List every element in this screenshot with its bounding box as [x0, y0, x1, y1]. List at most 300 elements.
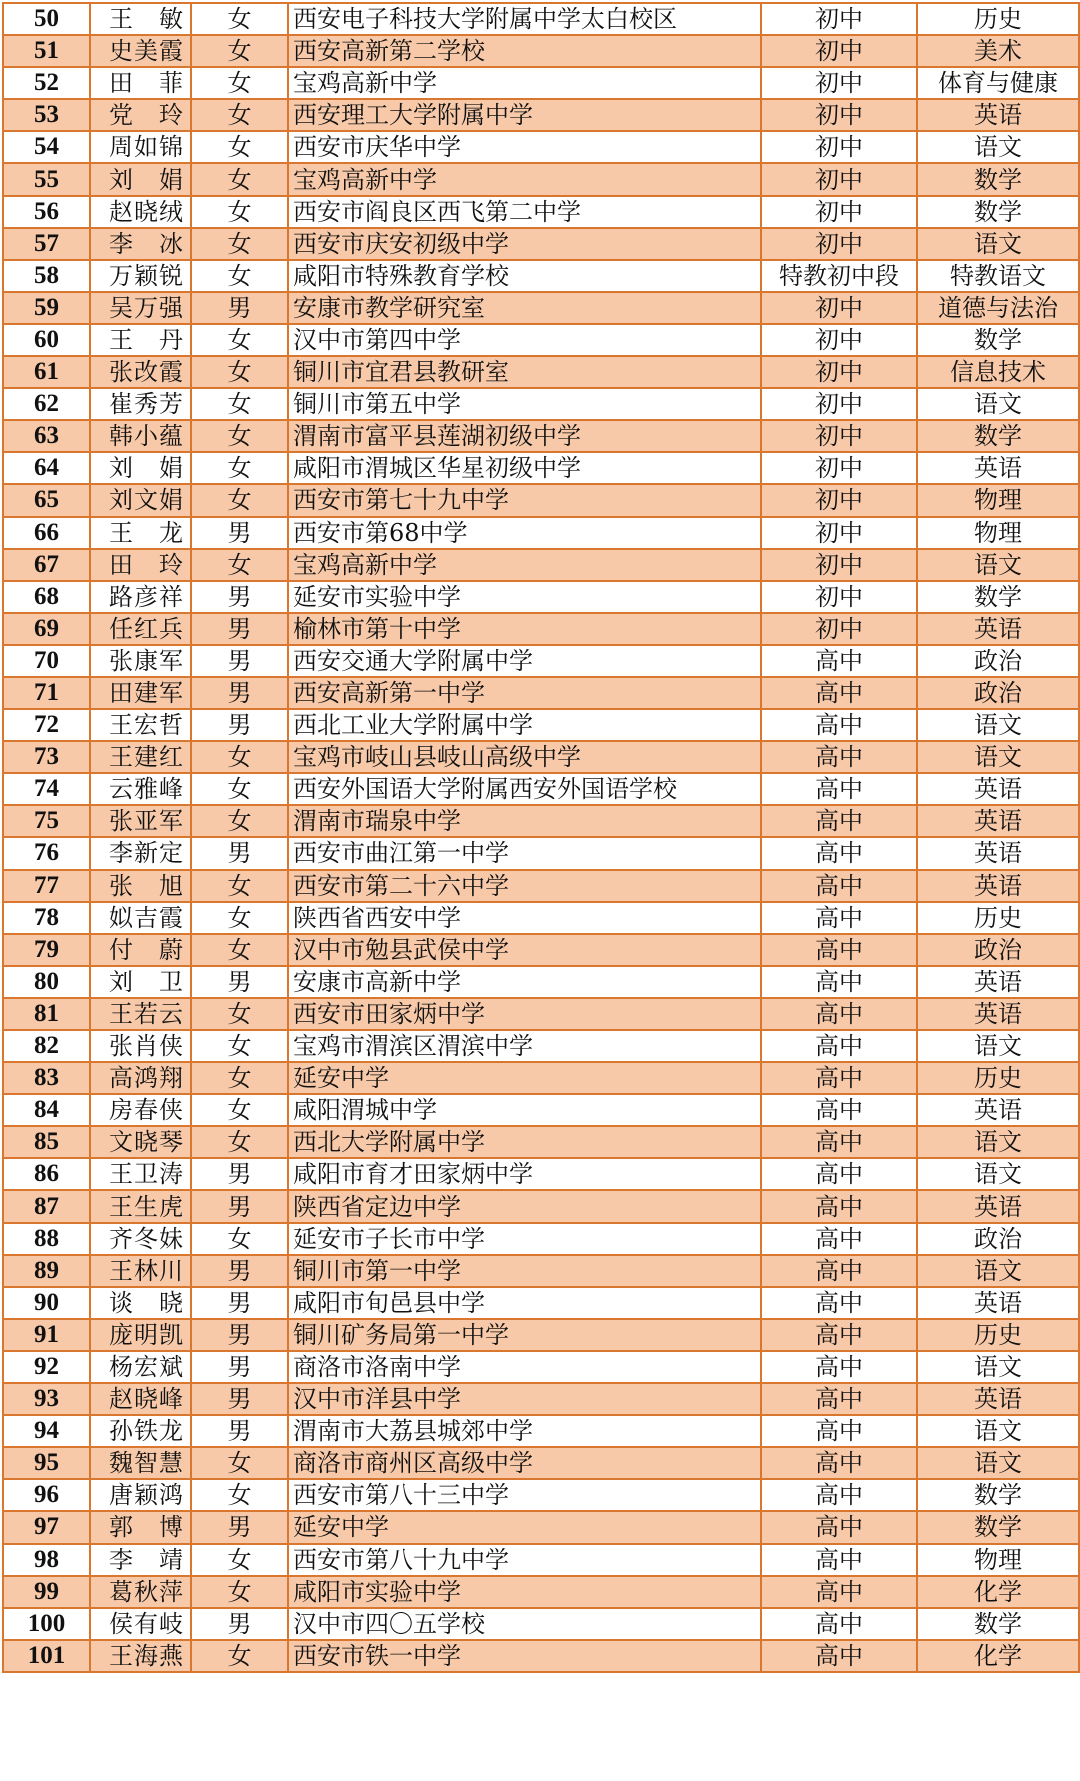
teaching-subject-cell: 特教语文: [917, 260, 1079, 292]
school-name-cell: 延安中学: [288, 1511, 761, 1543]
school-level-cell: 高中: [761, 1383, 917, 1415]
school-level-cell: 高中: [761, 1287, 917, 1319]
school-name-cell: 西安电子科技大学附属中学太白校区: [288, 3, 761, 35]
teacher-gender-cell: 女: [191, 35, 288, 67]
teacher-name-cell: 张亚军: [90, 805, 191, 837]
school-name-cell: 渭南市瑞泉中学: [288, 805, 761, 837]
row-number-cell: 57: [3, 228, 90, 260]
teaching-subject-cell: 语文: [917, 1158, 1079, 1190]
school-level-cell: 高中: [761, 805, 917, 837]
teacher-gender-cell: 女: [191, 805, 288, 837]
teacher-gender-cell: 女: [191, 3, 288, 35]
school-level-cell: 高中: [761, 1511, 917, 1543]
teaching-subject-cell: 英语: [917, 773, 1079, 805]
teacher-name-cell: 周如锦: [90, 131, 191, 163]
table-row: [3, 1640, 1079, 1672]
table-row: [3, 1158, 1079, 1190]
school-name-cell: 西安市田家炳中学: [288, 998, 761, 1030]
teaching-subject-cell: 英语: [917, 99, 1079, 131]
teaching-subject-cell: 信息技术: [917, 356, 1079, 388]
table-row: [3, 870, 1079, 902]
teacher-gender-cell: 女: [191, 163, 288, 195]
school-level-cell: 高中: [761, 1126, 917, 1158]
teacher-gender-cell: 女: [191, 934, 288, 966]
table-row: [3, 1255, 1079, 1287]
table-row: [3, 1190, 1079, 1222]
row-number-cell: 52: [3, 67, 90, 99]
school-name-cell: 咸阳渭城中学: [288, 1094, 761, 1126]
teaching-subject-cell: 物理: [917, 1544, 1079, 1576]
teacher-gender-cell: 女: [191, 1062, 288, 1094]
table-row: [3, 1351, 1079, 1383]
school-name-cell: 延安市子长市中学: [288, 1223, 761, 1255]
teaching-subject-cell: 数学: [917, 163, 1079, 195]
teaching-subject-cell: 语文: [917, 741, 1079, 773]
teacher-gender-cell: 女: [191, 1030, 288, 1062]
table-row: [3, 709, 1079, 741]
school-level-cell: 初中: [761, 3, 917, 35]
teaching-subject-cell: 数学: [917, 581, 1079, 613]
teacher-name-cell: 谈 晓: [90, 1287, 191, 1319]
school-level-cell: 高中: [761, 1255, 917, 1287]
teaching-subject-cell: 语文: [917, 549, 1079, 581]
row-number-cell: 79: [3, 934, 90, 966]
teacher-gender-cell: 男: [191, 581, 288, 613]
teacher-gender-cell: 女: [191, 196, 288, 228]
row-number-cell: 74: [3, 773, 90, 805]
row-number-cell: 68: [3, 581, 90, 613]
table-row: [3, 1544, 1079, 1576]
teaching-subject-cell: 政治: [917, 677, 1079, 709]
teacher-name-cell: 刘 娟: [90, 163, 191, 195]
teacher-gender-cell: 女: [191, 1094, 288, 1126]
school-level-cell: 高中: [761, 1544, 917, 1576]
teaching-subject-cell: 语文: [917, 1351, 1079, 1383]
row-number-cell: 90: [3, 1287, 90, 1319]
teacher-gender-cell: 男: [191, 292, 288, 324]
teacher-gender-cell: 女: [191, 549, 288, 581]
table-row: [3, 741, 1079, 773]
school-level-cell: 高中: [761, 773, 917, 805]
teaching-subject-cell: 英语: [917, 870, 1079, 902]
row-number-cell: 76: [3, 837, 90, 869]
teacher-gender-cell: 女: [191, 1126, 288, 1158]
school-level-cell: 高中: [761, 709, 917, 741]
row-number-cell: 71: [3, 677, 90, 709]
school-name-cell: 铜川市第五中学: [288, 388, 761, 420]
teacher-gender-cell: 女: [191, 228, 288, 260]
teaching-subject-cell: 美术: [917, 35, 1079, 67]
teacher-name-cell: 刘 卫: [90, 966, 191, 998]
teaching-subject-cell: 英语: [917, 1094, 1079, 1126]
teacher-name-cell: 刘 娟: [90, 452, 191, 484]
row-number-cell: 77: [3, 870, 90, 902]
teaching-subject-cell: 英语: [917, 1383, 1079, 1415]
school-name-cell: 汉中市洋县中学: [288, 1383, 761, 1415]
teacher-name-cell: 刘文娟: [90, 484, 191, 516]
school-name-cell: 咸阳市实验中学: [288, 1576, 761, 1608]
teaching-subject-cell: 语文: [917, 1126, 1079, 1158]
table-row: [3, 902, 1079, 934]
teaching-subject-cell: 历史: [917, 1319, 1079, 1351]
school-level-cell: 高中: [761, 870, 917, 902]
teacher-gender-cell: 女: [191, 1576, 288, 1608]
teacher-name-cell: 房春侠: [90, 1094, 191, 1126]
school-level-cell: 初中: [761, 35, 917, 67]
school-level-cell: 高中: [761, 1223, 917, 1255]
teacher-gender-cell: 男: [191, 1415, 288, 1447]
teaching-subject-cell: 语文: [917, 131, 1079, 163]
teacher-gender-cell: 男: [191, 645, 288, 677]
teacher-name-cell: 党 玲: [90, 99, 191, 131]
teacher-name-cell: 葛秋萍: [90, 1576, 191, 1608]
table-row: [3, 677, 1079, 709]
school-level-cell: 高中: [761, 1030, 917, 1062]
teacher-name-cell: 张改霞: [90, 356, 191, 388]
teacher-name-cell: 唐颖鸿: [90, 1479, 191, 1511]
teaching-subject-cell: 历史: [917, 1062, 1079, 1094]
school-name-cell: 西安外国语大学附属西安外国语学校: [288, 773, 761, 805]
table-row: [3, 1479, 1079, 1511]
teacher-gender-cell: 男: [191, 966, 288, 998]
school-level-cell: 初中: [761, 99, 917, 131]
teacher-name-cell: 云雅峰: [90, 773, 191, 805]
school-level-cell: 高中: [761, 1190, 917, 1222]
teacher-gender-cell: 女: [191, 998, 288, 1030]
row-number-cell: 62: [3, 388, 90, 420]
teacher-name-cell: 王 敏: [90, 3, 191, 35]
row-number-cell: 67: [3, 549, 90, 581]
teaching-subject-cell: 语文: [917, 228, 1079, 260]
teaching-subject-cell: 体育与健康: [917, 67, 1079, 99]
teaching-subject-cell: 语文: [917, 709, 1079, 741]
teacher-gender-cell: 男: [191, 837, 288, 869]
row-number-cell: 81: [3, 998, 90, 1030]
school-name-cell: 陕西省西安中学: [288, 902, 761, 934]
table-row: [3, 966, 1079, 998]
school-name-cell: 铜川市第一中学: [288, 1255, 761, 1287]
teaching-subject-cell: 英语: [917, 837, 1079, 869]
school-level-cell: 高中: [761, 1576, 917, 1608]
teacher-name-cell: 杨宏斌: [90, 1351, 191, 1383]
school-level-cell: 初中: [761, 581, 917, 613]
teaching-subject-cell: 物理: [917, 484, 1079, 516]
school-level-cell: 初中: [761, 420, 917, 452]
teacher-gender-cell: 女: [191, 1640, 288, 1672]
school-name-cell: 宝鸡高新中学: [288, 163, 761, 195]
table-row: [3, 934, 1079, 966]
school-name-cell: 宝鸡高新中学: [288, 67, 761, 99]
table-row: [3, 67, 1079, 99]
school-name-cell: 咸阳市旬邑县中学: [288, 1287, 761, 1319]
teacher-gender-cell: 男: [191, 1255, 288, 1287]
school-level-cell: 特教初中段: [761, 260, 917, 292]
teacher-gender-cell: 男: [191, 1511, 288, 1543]
table-row: [3, 99, 1079, 131]
table-row: [3, 1287, 1079, 1319]
table-row: [3, 1511, 1079, 1543]
school-level-cell: 初中: [761, 517, 917, 549]
row-number-cell: 86: [3, 1158, 90, 1190]
row-number-cell: 72: [3, 709, 90, 741]
row-number-cell: 96: [3, 1479, 90, 1511]
school-level-cell: 高中: [761, 1351, 917, 1383]
school-level-cell: 高中: [761, 1608, 917, 1640]
teacher-name-cell: 任红兵: [90, 613, 191, 645]
teacher-gender-cell: 女: [191, 1223, 288, 1255]
row-number-cell: 75: [3, 805, 90, 837]
school-level-cell: 高中: [761, 1062, 917, 1094]
school-name-cell: 西安市第二十六中学: [288, 870, 761, 902]
teacher-name-cell: 庞明凯: [90, 1319, 191, 1351]
row-number-cell: 94: [3, 1415, 90, 1447]
school-level-cell: 高中: [761, 1094, 917, 1126]
table-row: [3, 1030, 1079, 1062]
table-row: [3, 452, 1079, 484]
row-number-cell: 70: [3, 645, 90, 677]
school-name-cell: 商洛市商州区高级中学: [288, 1447, 761, 1479]
teaching-subject-cell: 英语: [917, 998, 1079, 1030]
teaching-subject-cell: 英语: [917, 613, 1079, 645]
row-number-cell: 101: [3, 1640, 90, 1672]
school-level-cell: 高中: [761, 677, 917, 709]
teacher-gender-cell: 男: [191, 1383, 288, 1415]
school-level-cell: 初中: [761, 484, 917, 516]
school-level-cell: 初中: [761, 549, 917, 581]
school-name-cell: 延安市实验中学: [288, 581, 761, 613]
school-name-cell: 西安市庆安初级中学: [288, 228, 761, 260]
teacher-name-cell: 文晓琴: [90, 1126, 191, 1158]
teaching-subject-cell: 数学: [917, 420, 1079, 452]
school-level-cell: 初中: [761, 388, 917, 420]
school-name-cell: 汉中市四〇五学校: [288, 1608, 761, 1640]
teacher-gender-cell: 女: [191, 420, 288, 452]
teacher-name-cell: 张康军: [90, 645, 191, 677]
row-number-cell: 54: [3, 131, 90, 163]
teacher-roster-table: [2, 2, 1080, 1673]
school-name-cell: 西安市阎良区西飞第二中学: [288, 196, 761, 228]
school-name-cell: 安康市教学研究室: [288, 292, 761, 324]
school-name-cell: 汉中市第四中学: [288, 324, 761, 356]
teacher-name-cell: 韩小蕴: [90, 420, 191, 452]
teacher-name-cell: 张 旭: [90, 870, 191, 902]
table-row: [3, 998, 1079, 1030]
table-row: [3, 613, 1079, 645]
teacher-name-cell: 王若云: [90, 998, 191, 1030]
teaching-subject-cell: 英语: [917, 1190, 1079, 1222]
table-row: [3, 581, 1079, 613]
row-number-cell: 97: [3, 1511, 90, 1543]
teaching-subject-cell: 化学: [917, 1576, 1079, 1608]
school-level-cell: 高中: [761, 1479, 917, 1511]
table-row: [3, 837, 1079, 869]
teacher-gender-cell: 女: [191, 773, 288, 805]
teaching-subject-cell: 数学: [917, 196, 1079, 228]
teacher-gender-cell: 女: [191, 67, 288, 99]
school-name-cell: 铜川市宜君县教研室: [288, 356, 761, 388]
table-row: [3, 324, 1079, 356]
teacher-gender-cell: 女: [191, 356, 288, 388]
school-name-cell: 咸阳市特殊教育学校: [288, 260, 761, 292]
school-level-cell: 高中: [761, 1319, 917, 1351]
table-row: [3, 773, 1079, 805]
school-name-cell: 榆林市第十中学: [288, 613, 761, 645]
school-name-cell: 渭南市富平县莲湖初级中学: [288, 420, 761, 452]
teaching-subject-cell: 政治: [917, 1223, 1079, 1255]
row-number-cell: 60: [3, 324, 90, 356]
table-row: [3, 1126, 1079, 1158]
table-row: [3, 1576, 1079, 1608]
teacher-name-cell: 王林川: [90, 1255, 191, 1287]
row-number-cell: 51: [3, 35, 90, 67]
teacher-gender-cell: 男: [191, 1287, 288, 1319]
school-level-cell: 初中: [761, 292, 917, 324]
teaching-subject-cell: 数学: [917, 1511, 1079, 1543]
row-number-cell: 80: [3, 966, 90, 998]
teacher-gender-cell: 女: [191, 870, 288, 902]
teacher-gender-cell: 女: [191, 99, 288, 131]
school-level-cell: 初中: [761, 131, 917, 163]
row-number-cell: 83: [3, 1062, 90, 1094]
school-name-cell: 渭南市大荔县城郊中学: [288, 1415, 761, 1447]
teacher-name-cell: 王海燕: [90, 1640, 191, 1672]
school-level-cell: 初中: [761, 324, 917, 356]
teacher-name-cell: 田 玲: [90, 549, 191, 581]
row-number-cell: 98: [3, 1544, 90, 1576]
school-name-cell: 西安高新第一中学: [288, 677, 761, 709]
teaching-subject-cell: 政治: [917, 934, 1079, 966]
school-name-cell: 汉中市勉县武侯中学: [288, 934, 761, 966]
school-name-cell: 宝鸡市渭滨区渭滨中学: [288, 1030, 761, 1062]
table-row: [3, 1383, 1079, 1415]
table-row: [3, 484, 1079, 516]
teacher-name-cell: 李 靖: [90, 1544, 191, 1576]
teacher-gender-cell: 男: [191, 1351, 288, 1383]
row-number-cell: 50: [3, 3, 90, 35]
table-row: [3, 1319, 1079, 1351]
teacher-name-cell: 付 蔚: [90, 934, 191, 966]
school-name-cell: 西北工业大学附属中学: [288, 709, 761, 741]
teacher-name-cell: 田建军: [90, 677, 191, 709]
teacher-gender-cell: 女: [191, 1447, 288, 1479]
row-number-cell: 85: [3, 1126, 90, 1158]
school-level-cell: 初中: [761, 613, 917, 645]
row-number-cell: 63: [3, 420, 90, 452]
table-row: [3, 549, 1079, 581]
school-level-cell: 初中: [761, 228, 917, 260]
teacher-gender-cell: 女: [191, 388, 288, 420]
row-number-cell: 61: [3, 356, 90, 388]
row-number-cell: 65: [3, 484, 90, 516]
teacher-gender-cell: 女: [191, 902, 288, 934]
row-number-cell: 89: [3, 1255, 90, 1287]
teaching-subject-cell: 数学: [917, 1479, 1079, 1511]
table-row: [3, 1062, 1079, 1094]
teacher-gender-cell: 女: [191, 1544, 288, 1576]
teacher-gender-cell: 男: [191, 709, 288, 741]
row-number-cell: 93: [3, 1383, 90, 1415]
school-name-cell: 宝鸡高新中学: [288, 549, 761, 581]
row-number-cell: 91: [3, 1319, 90, 1351]
row-number-cell: 100: [3, 1608, 90, 1640]
teacher-gender-cell: 男: [191, 1608, 288, 1640]
table-row: [3, 163, 1079, 195]
row-number-cell: 78: [3, 902, 90, 934]
table-row: [3, 196, 1079, 228]
school-name-cell: 西安高新第二学校: [288, 35, 761, 67]
teacher-name-cell: 张肖侠: [90, 1030, 191, 1062]
school-level-cell: 高中: [761, 966, 917, 998]
school-level-cell: 初中: [761, 452, 917, 484]
teacher-name-cell: 田 菲: [90, 67, 191, 99]
teacher-gender-cell: 男: [191, 1319, 288, 1351]
teaching-subject-cell: 化学: [917, 1640, 1079, 1672]
school-name-cell: 宝鸡市岐山县岐山高级中学: [288, 741, 761, 773]
school-name-cell: 西安市第八十九中学: [288, 1544, 761, 1576]
teacher-name-cell: 赵晓绒: [90, 196, 191, 228]
teacher-gender-cell: 男: [191, 613, 288, 645]
teaching-subject-cell: 英语: [917, 966, 1079, 998]
school-name-cell: 西安理工大学附属中学: [288, 99, 761, 131]
school-level-cell: 初中: [761, 163, 917, 195]
row-number-cell: 58: [3, 260, 90, 292]
teaching-subject-cell: 英语: [917, 1287, 1079, 1319]
school-name-cell: 西安市第七十九中学: [288, 484, 761, 516]
teacher-name-cell: 赵晓峰: [90, 1383, 191, 1415]
teacher-name-cell: 路彦祥: [90, 581, 191, 613]
teaching-subject-cell: 历史: [917, 3, 1079, 35]
row-number-cell: 69: [3, 613, 90, 645]
row-number-cell: 82: [3, 1030, 90, 1062]
teacher-name-cell: 万颖锐: [90, 260, 191, 292]
teaching-subject-cell: 语文: [917, 388, 1079, 420]
school-level-cell: 高中: [761, 1447, 917, 1479]
school-name-cell: 西安市庆华中学: [288, 131, 761, 163]
teacher-name-cell: 孙铁龙: [90, 1415, 191, 1447]
teacher-gender-cell: 男: [191, 1190, 288, 1222]
teaching-subject-cell: 语文: [917, 1030, 1079, 1062]
teacher-name-cell: 李 冰: [90, 228, 191, 260]
table-row: [3, 260, 1079, 292]
teacher-name-cell: 吴万强: [90, 292, 191, 324]
teacher-name-cell: 王卫涛: [90, 1158, 191, 1190]
teaching-subject-cell: 语文: [917, 1415, 1079, 1447]
school-level-cell: 高中: [761, 1415, 917, 1447]
school-level-cell: 高中: [761, 902, 917, 934]
row-number-cell: 66: [3, 517, 90, 549]
row-number-cell: 56: [3, 196, 90, 228]
teaching-subject-cell: 数学: [917, 324, 1079, 356]
school-level-cell: 高中: [761, 837, 917, 869]
school-name-cell: 西安市铁一中学: [288, 1640, 761, 1672]
table-row: [3, 228, 1079, 260]
school-level-cell: 高中: [761, 1640, 917, 1672]
school-level-cell: 高中: [761, 645, 917, 677]
table-row: [3, 356, 1079, 388]
table-row: [3, 35, 1079, 67]
school-level-cell: 高中: [761, 934, 917, 966]
teacher-name-cell: 侯有岐: [90, 1608, 191, 1640]
row-number-cell: 64: [3, 452, 90, 484]
teacher-gender-cell: 女: [191, 484, 288, 516]
table-row: [3, 1094, 1079, 1126]
table-row: [3, 292, 1079, 324]
teaching-subject-cell: 历史: [917, 902, 1079, 934]
table-row: [3, 1447, 1079, 1479]
teacher-gender-cell: 女: [191, 260, 288, 292]
table-row: [3, 1415, 1079, 1447]
teacher-gender-cell: 女: [191, 741, 288, 773]
